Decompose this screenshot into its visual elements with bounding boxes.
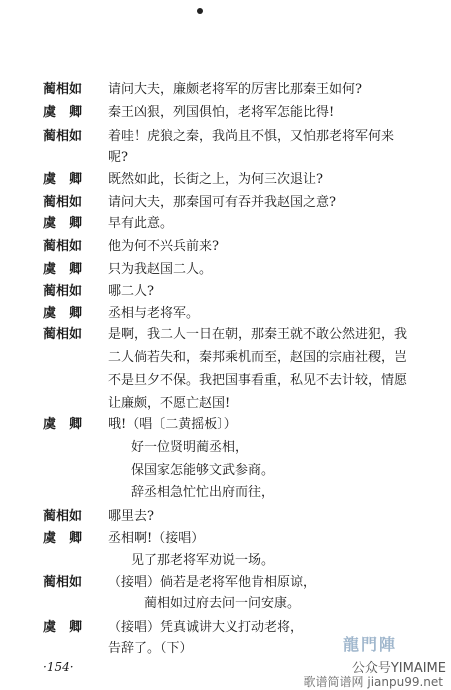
speaker-name: 虞 卿 (43, 531, 83, 546)
dialogue-text: 既然如此，长街之上，为何三次退让? (108, 172, 323, 187)
dialogue-text: 请问大夫，那秦国可有吞并我赵国之意? (108, 195, 336, 210)
dialogue-text: 丞相与老将军。 (108, 306, 200, 321)
dialogue-text: 秦王凶狠，列国俱怕，老将军怎能比得! (108, 105, 335, 120)
speaker-name: 虞 卿 (43, 306, 83, 321)
speaker-name: 虞 卿 (43, 620, 83, 635)
dialogue-text: 哦!（唱〔二黄摇板〕） (108, 417, 237, 432)
speaker-name: 蔺相如 (43, 195, 83, 210)
dialogue-text: 好一位贤明蔺丞相， (131, 440, 249, 455)
dialogue-text: 二人倘若失和，秦邦乘机而至，赵国的宗庙社稷，岂 (108, 350, 408, 365)
dialogue-text: 只为我赵国二人。 (108, 262, 213, 277)
dialogue-text: 不是旦夕不保。我把国事看重，私见不去计较，情愿 (108, 373, 408, 388)
dialogue-text: 他为何不兴兵前来? (108, 239, 219, 254)
speaker-name: 虞 卿 (43, 417, 83, 432)
page-number: ·154· (43, 660, 74, 674)
dialogue-text: 丞相啊!（接唱） (108, 531, 205, 546)
dialogue-text: 辞丞相急忙忙出府而往， (131, 485, 275, 500)
dialogue-text: （接唱）倘若是老将军他肯相原谅， (108, 575, 317, 590)
speaker-name: 蔺相如 (43, 82, 83, 97)
dialogue-text: 早有此意。 (108, 216, 174, 231)
speaker-name: 虞 卿 (43, 105, 83, 120)
dialogue-text: 蔺相如过府去问一问安康。 (144, 596, 301, 611)
dialogue-text: （接唱）凭真诚讲大义打动老将， (108, 620, 304, 635)
speaker-name: 蔺相如 (43, 284, 83, 299)
watermark-logo: 龍門陣 (342, 635, 397, 654)
dialogue-text: 是啊，我二人一日在朝，那秦王就不敢公然进犯，我 (108, 327, 408, 342)
dialogue-text: 请问大夫，廉颇老将军的厉害比那秦王如何? (108, 82, 362, 97)
speaker-name: 虞 卿 (43, 216, 83, 231)
speaker-name: 蔺相如 (43, 327, 83, 342)
speaker-name: 蔺相如 (43, 239, 83, 254)
speaker-name: 虞 卿 (43, 172, 83, 187)
dialogue-text: 让廉颇，不愿亡赵国! (108, 396, 231, 411)
watermark-account: 公众号YIMAIME (351, 661, 446, 676)
dialogue-text: 着哇！虎狼之秦，我尚且不惧，又怕那老将军何来 (108, 129, 395, 144)
ink-dot (197, 8, 203, 14)
dialogue-text: 告辞了。（下） (108, 641, 193, 656)
dialogue-text: 保国家怎能够文武参商。 (131, 463, 275, 478)
speaker-name: 虞 卿 (43, 262, 83, 277)
dialogue-text: 哪里去? (108, 509, 154, 524)
dialogue-text: 见了那老将军劝说一场。 (131, 553, 275, 568)
speaker-name: 蔺相如 (43, 129, 83, 144)
dialogue-text: 哪二人? (108, 284, 154, 299)
speaker-name: 蔺相如 (43, 575, 83, 590)
speaker-name: 蔺相如 (43, 509, 83, 524)
watermark-site: 歌谱简谱网 jianpu99.net (303, 675, 443, 689)
dialogue-text: 呢? (108, 150, 128, 165)
